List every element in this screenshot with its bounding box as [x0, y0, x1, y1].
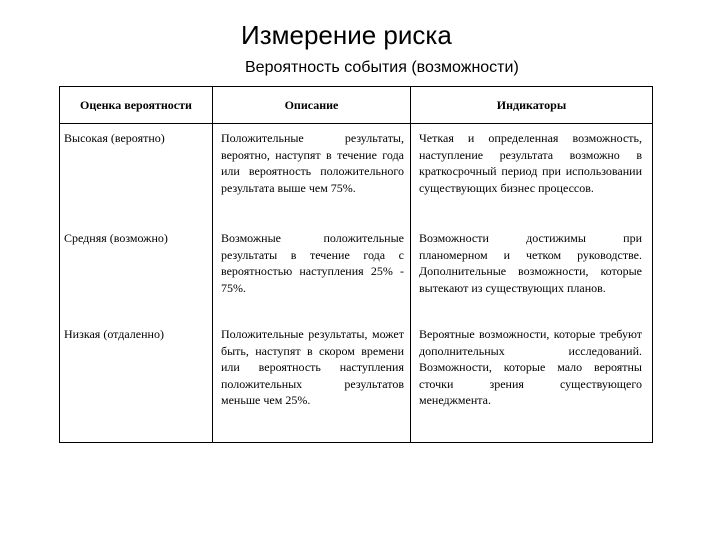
- table-row: [60, 224, 653, 320]
- slide-subtitle: Вероятность события (возможности): [245, 59, 519, 76]
- probability-level-cell: Низкая (отдаленно): [64, 327, 164, 341]
- slide-title: Измерение риска: [241, 20, 452, 50]
- indicators-cell: Четкая и определенная возможность, наступление результата возможно в краткосрочный период при использовании существующих бизнес процессов.: [419, 131, 642, 195]
- header-indicators: Индикаторы: [411, 87, 653, 124]
- description-cell: Положительные результаты, может быть, наступят в скором времени или вероятность наступления положительных результатов меньше чем 25%.: [213, 320, 411, 443]
- header-description: Описание: [213, 87, 411, 124]
- probability-level-cell: Высокая (вероятно): [64, 131, 165, 145]
- header-probability: Оценка вероятности: [60, 87, 213, 124]
- description-cell: Возможные положительные результаты в течение года с вероятностью наступления 25% - 75%.: [213, 224, 411, 320]
- probability-level-cell: Средняя (возможно): [64, 231, 168, 245]
- indicators-cell: Возможности достижимы при планомерном и четком руководстве. Дополнительные возможности, которые вытекают из существующих планов.: [419, 231, 642, 295]
- description-cell: Положительные результаты, вероятно, наступят в течение года или вероятность положительного результата выше чем 75%.: [213, 124, 411, 225]
- table-row: [60, 124, 653, 225]
- risk-probability-table: [59, 86, 653, 443]
- indicators-cell: Вероятные возможности, которые требуют дополнительных исследований. Возможности, которые мало вероятны сточки зрения существующего менеджмента.: [419, 327, 642, 407]
- table-row: [60, 320, 653, 443]
- table-header-row: [60, 87, 653, 124]
